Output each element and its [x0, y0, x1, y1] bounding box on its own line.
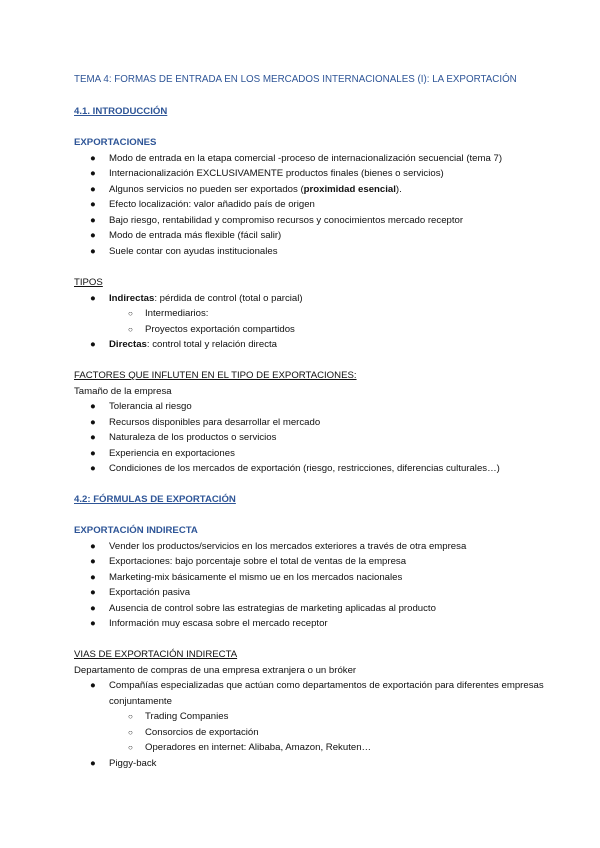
- circle-bullet-icon: ○: [128, 727, 133, 737]
- vias-list: [74, 678, 560, 709]
- exportacion-indirecta-heading: EXPORTACIÓN INDIRECTA: [74, 525, 198, 536]
- list-item: ● Exportación pasiva: [74, 585, 560, 601]
- vias-block: [74, 647, 560, 771]
- page-title: TEMA 4: FORMAS DE ENTRADA EN LOS MERCADOS INTERNACIONALES (I): LA EXPORTACIÓN: [74, 74, 517, 85]
- list-item: ● Ausencia de control sobre las estrategias de marketing aplicadas al producto: [74, 601, 560, 617]
- exportacion-indirecta-list: [74, 539, 560, 632]
- factores-list: [74, 399, 560, 477]
- exportaciones-block: [74, 135, 560, 259]
- tipos-heading: TIPOS: [74, 277, 103, 288]
- circle-bullet-icon: ○: [128, 309, 133, 318]
- list-item: ● Internacionalización EXCLUSIVAMENTE productos finales (bienes o servicios): [74, 166, 560, 182]
- bullet-icon: ●: [90, 680, 96, 691]
- bullet-icon: ●: [90, 416, 96, 428]
- section-heading-formulas: 4.2: FÓRMULAS DE EXPORTACIÓN: [74, 494, 236, 505]
- list-item: ● Bajo riesgo, rentabilidad y compromiso recursos y conocimientos mercado receptor: [74, 213, 560, 229]
- section-heading-introduccion: 4.1. INTRODUCCIÓN: [74, 106, 168, 117]
- exportaciones-heading: EXPORTACIONES: [74, 137, 157, 148]
- bullet-icon: ●: [90, 463, 96, 474]
- tipos-list: [74, 291, 560, 307]
- bullet-icon: ●: [90, 447, 96, 459]
- list-item: ● Naturaleza de los productos o servicios: [74, 430, 560, 446]
- bullet-icon: ●: [90, 432, 96, 443]
- list-item: ● Tolerancia al riesgo: [74, 399, 560, 415]
- indirectas-sublist: [74, 306, 560, 337]
- tipos-list-directas: [74, 337, 560, 353]
- list-item: ● Modo de entrada más flexible (fácil salir): [74, 228, 560, 244]
- companias-sublist: [74, 709, 560, 756]
- list-item: ● Efecto localización: valor añadido país de origen: [74, 197, 560, 213]
- bullet-icon: ●: [90, 168, 96, 179]
- vias-heading: VIAS DE EXPORTACIÓN INDIRECTA: [74, 649, 238, 660]
- list-item: ○ Operadores en internet: Alibaba, Amazon, Rekuten…: [74, 740, 560, 756]
- list-item: ● Marketing-mix básicamente el mismo ue en los mercados nacionales: [74, 570, 560, 586]
- circle-bullet-icon: ○: [128, 743, 133, 752]
- vias-list-piggy: [74, 756, 560, 772]
- bullet-icon: ●: [90, 602, 96, 614]
- tipos-block: [74, 275, 560, 353]
- list-item: ○ Consorcios de exportación: [74, 725, 560, 741]
- bullet-icon: ●: [90, 183, 96, 195]
- list-item-directas: ● Directas: control total y relación directa: [74, 337, 560, 353]
- bullet-icon: ●: [90, 540, 96, 552]
- exportacion-indirecta-block: [74, 523, 560, 632]
- bullet-icon: ●: [90, 587, 96, 598]
- bullet-icon: ●: [90, 556, 96, 567]
- list-item-indirectas: ● Indirectas: pérdida de control (total o parcial): [74, 291, 560, 307]
- circle-bullet-icon: ○: [128, 324, 133, 334]
- bullet-icon: ●: [90, 152, 96, 164]
- bullet-icon: ●: [90, 757, 96, 769]
- bullet-icon: ●: [90, 214, 96, 226]
- factores-heading: FACTORES QUE INFLUTEN EN EL TIPO DE EXPORTACIONES:: [74, 370, 357, 381]
- list-item: ● Modo de entrada en la etapa comercial -proceso de internacionalización secuencial (tema 7): [74, 151, 560, 167]
- exportaciones-list: [74, 151, 560, 260]
- list-item: ● Suele contar con ayudas institucionales: [74, 244, 560, 260]
- circle-bullet-icon: ○: [128, 712, 133, 721]
- list-item: ● Vender los productos/servicios en los mercados exteriores a través de otra empresa: [74, 539, 560, 555]
- bullet-icon: ●: [90, 618, 96, 629]
- bullet-icon: ●: [90, 571, 96, 583]
- bullet-icon: ●: [90, 339, 96, 350]
- list-item: ○ Proyectos exportación compartidos: [74, 322, 560, 338]
- factores-intro: Tamaño de la empresa: [74, 385, 172, 397]
- list-item: ● Experiencia en exportaciones: [74, 446, 560, 462]
- bullet-icon: ●: [90, 230, 96, 241]
- bullet-icon: ●: [90, 199, 96, 210]
- bullet-icon: ●: [90, 292, 96, 304]
- factores-block: [74, 368, 560, 477]
- list-item-companias: ● Compañías especializadas que actúan como departamentos de exportación para diferentes empresas conjuntamente: [90, 680, 544, 707]
- list-item: ● Recursos disponibles para desarrollar el mercado: [74, 415, 560, 431]
- list-item: ○ Trading Companies: [74, 709, 560, 725]
- list-item: ● Algunos servicios no pueden ser exportados (proximidad esencial).: [74, 182, 560, 198]
- list-item: ● Condiciones de los mercados de exportación (riesgo, restricciones, diferencias culturales…): [74, 461, 560, 477]
- list-item: ● Exportaciones: bajo porcentaje sobre el total de ventas de la empresa: [74, 554, 560, 570]
- vias-intro: Departamento de compras de una empresa extranjera o un bróker: [74, 664, 357, 676]
- list-item: ○ Intermediarios:: [74, 306, 560, 322]
- list-item: ● Información muy escasa sobre el mercado receptor: [74, 616, 560, 632]
- bullet-icon: ●: [90, 401, 96, 412]
- list-item-piggy-back: ● Piggy-back: [74, 756, 560, 772]
- bullet-icon: ●: [90, 245, 96, 257]
